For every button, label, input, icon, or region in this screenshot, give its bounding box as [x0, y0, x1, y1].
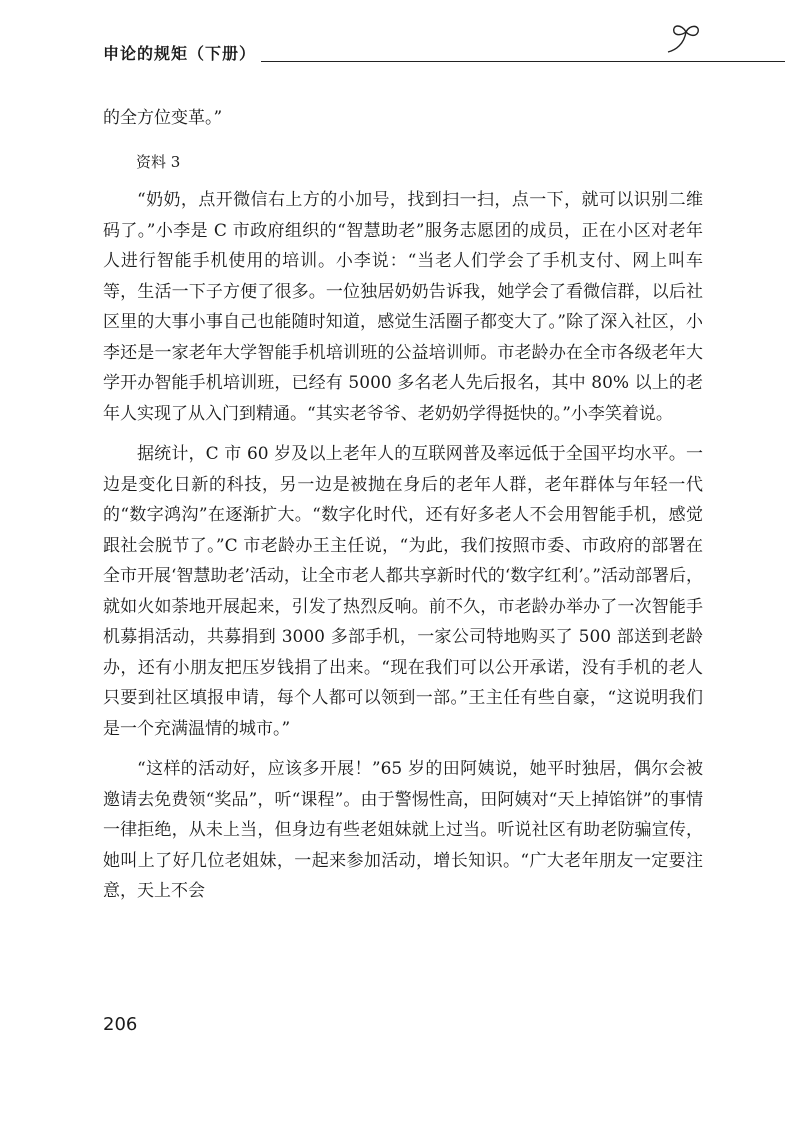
- book-title: 申论的规矩（下册）: [103, 44, 257, 63]
- header-rule: [261, 61, 785, 62]
- material-label: 资料 3: [136, 153, 181, 171]
- paragraph: “奶奶，点开微信右上方的小加号，找到扫一扫，点一下，就可以识别二维码了。”小李是 C 市政府组织的“智慧助老”服务志愿团的成员，正在小区对老年人进行智能手机使用的培训。小李说：“当老人们学会了手机支付、网上叫车等，生活一下子方便了很多。一位独居奶奶告诉我，她学会了看微信群，以后社区里的大事小事自己也能随时知道，感觉生活圈子都变大了。”除了深入社区，小李还是一家老年大学智能手机培训班的公益培训师。市老龄办在全市各级老年大学开办智能手机培训班，已经有 5000 多名老人先后报名，其中 80% 以上的老年人实现了从入门到精通。“其实老爷爷、老奶奶学得挺快的。”小李笑着说。: [103, 190, 703, 424]
- body-text: [103, 185, 703, 907]
- paragraph: “这样的活动好，应该多开展！”65 岁的田阿姨说，她平时独居，偶尔会被邀请去免费领“奖品”，听“课程”。由于警惕性高，田阿姨对“天上掉馅饼”的事情一律拒绝，从未上当，但身边有些老姐妹就上过当。听说社区有助老防骗宣传，她叫上了好几位老姐妹，一起来参加活动，增长知识。“广大老年朋友一定要注意，天上不会: [103, 759, 703, 901]
- running-header: [103, 44, 703, 74]
- continuation-block: [103, 103, 703, 134]
- paragraph: 据统计，C 市 60 岁及以上老年人的互联网普及率远低于全国平均水平。一边是变化日新的科技，另一边是被抛在身后的老年人群，老年群体与年轻一代的“数字鸿沟”在逐渐扩大。“数字化时代，还有好多老人不会用智能手机，感觉跟社会脱节了。”C 市老龄办王主任说，“为此，我们按照市委、市政府的部署在全市开展‘智慧助老’活动，让全市老人都共享新时代的‘数字红利’。”活动部署后，就如火如荼地开展起来，引发了热烈反响。前不久，市老龄办举办了一次智能手机募捐活动，共募捐到 3000 多部手机，一家公司特地购买了 500 部送到老龄办，还有小朋友把压岁钱捐了出来。“现在我们可以公开承诺，没有手机的老人只要到社区填报申请，每个人都可以领到一部。”王主任有些自豪，“这说明我们是一个充满温情的城市。”: [103, 444, 703, 739]
- page-number: 206: [103, 1014, 138, 1035]
- sprout-icon: [664, 22, 704, 58]
- continuation-line: 的全方位变革。”: [103, 108, 223, 128]
